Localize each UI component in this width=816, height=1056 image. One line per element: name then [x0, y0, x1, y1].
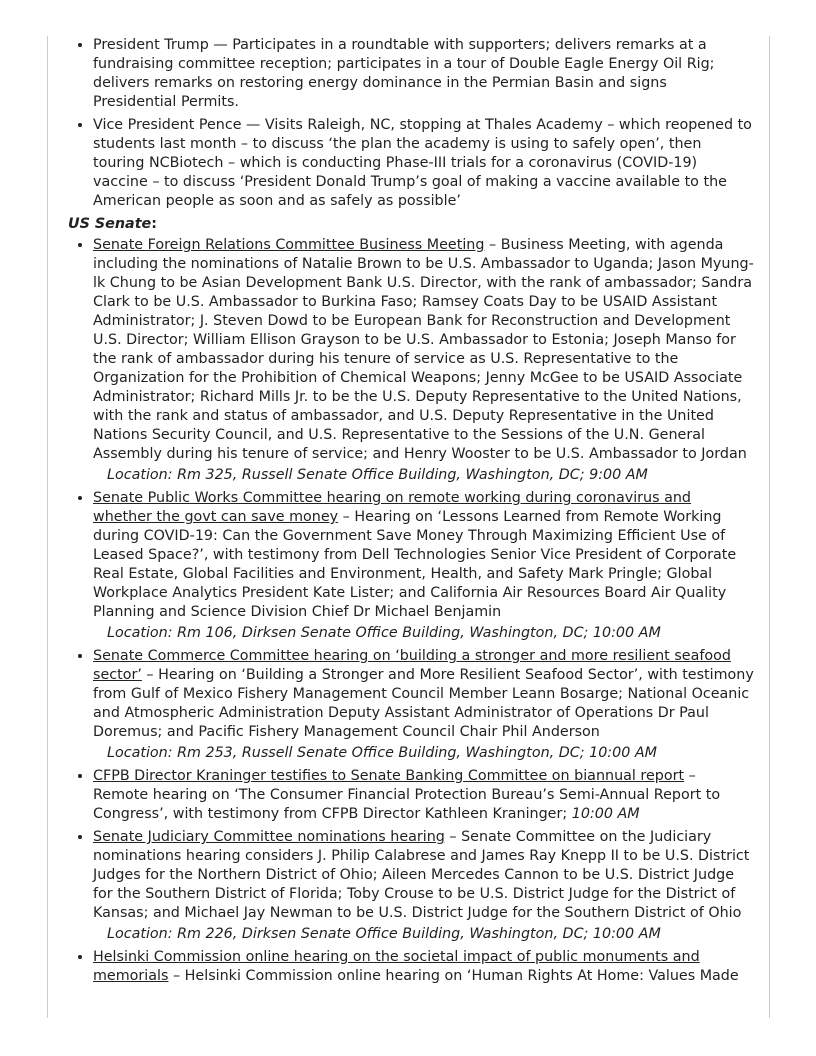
list-item	[93, 236, 754, 485]
event-location: Location: Rm 253, Russell Senate Office Building, Washington, DC; 10:00 AM	[107, 745, 657, 761]
event-link[interactable]: Helsinki Commission online hearing on the societal impact of public monuments and memorials	[93, 949, 700, 984]
document-content	[68, 36, 754, 990]
item-text: President Trump — Participates in a roundtable with supporters; delivers remarks at a fundraising committee reception; participates in a tour of Double Eagle Energy Oil Rig; delivers remarks on restoring energy dominance in the Permian Basin and signs Presidential Permits.	[93, 37, 715, 110]
senate-list	[68, 236, 754, 986]
list-item	[93, 36, 754, 112]
list-item	[93, 767, 754, 824]
heading-text: US Senate	[68, 216, 152, 232]
event-link[interactable]: Senate Public Works Committee hearing on remote working during coronavirus and whether the govt can save money	[93, 490, 691, 525]
item-text: – Senate Committee on the Judiciary nominations hearing considers J. Philip Calabrese and James Ray Knepp II to be U.S. District Judges for the Northern District of Ohio; Aileen Mercedes Cannon to be U.S. District Judge for the Southern District of Florida; Toby Crouse to be U.S. District Judge for the District of Kansas; and Michael Jay Newman to be U.S. District Judge for the Southern District of Ohio	[93, 829, 750, 921]
item-text: – Remote hearing on ‘The Consumer Financial Protection Bureau’s Semi-Annual Report to Congress’, with testimony from CFPB Director Kathleen Kraninger;	[93, 768, 721, 822]
event-link[interactable]: Senate Commerce Committee hearing on ‘building a stronger and more resilient seafood sector’	[93, 648, 731, 683]
list-item	[93, 116, 754, 211]
item-text: Vice President Pence — Visits Raleigh, NC, stopping at Thales Academy – which reopened to students last month – to discuss ‘the plan the academy is using to safely open’, then touring NCBiotech – which is conducting Phase-III trials for a coronavirus (COVID-19) vaccine – to discuss ‘President Donald Trump’s goal of making a vaccine available to the American people as soon and as safely as possible’	[93, 117, 752, 209]
list-item	[93, 828, 754, 944]
list-item	[93, 647, 754, 763]
white-house-list	[68, 36, 754, 211]
event-link[interactable]: CFPB Director Kraninger testifies to Senate Banking Committee on biannual report	[93, 768, 685, 784]
item-text: – Helsinki Commission online hearing on ‘Human Rights At Home: Values Made	[168, 968, 739, 984]
event-location: Location: Rm 226, Dirksen Senate Office Building, Washington, DC; 10:00 AM	[107, 926, 661, 942]
event-time: 10:00 AM	[571, 806, 640, 822]
item-text: – Business Meeting, with agenda including the nominations of Natalie Brown to be U.S. Ambassador to Uganda; Jason Myung-lk Chung to be Asian Development Bank U.S. Director, with the rank of ambassador; Sandra Clark to be U.S. Ambassador to Burkina Faso; Ramsey Coats Day to be USAID Assistant Administrator; J. Steven Dowd to be European Bank for Reconstruction and Development U.S. Director; William Ellison Grayson to be U.S. Ambassador to Estonia; Joseph Manso for the rank of ambassador during his tenure of service as U.S. Representative to the Organization for the Prohibition of Chemical Weapons; Jenny McGee to be USAID Associate Administrator; Richard Mills Jr. to be the U.S. Deputy Representative to the United Nations, with the rank and status of ambassador, and U.S. Deputy Representative in the United Nations Security Council, and U.S. Representative to the Sessions of the U.N. General Assembly during his tenure of service; and Henry Wooster to be U.S. Ambassador to Jordan	[93, 237, 754, 462]
list-item	[93, 489, 754, 643]
section-heading-senate	[68, 215, 754, 234]
event-location: Location: Rm 325, Russell Senate Office Building, Washington, DC; 9:00 AM	[107, 467, 648, 483]
item-text: – Hearing on ‘Building a Stronger and More Resilient Seafood Sector’, with testimony from Gulf of Mexico Fishery Management Council Member Leann Bosarge; National Oceanic and Atmospheric Administration Deputy Assistant Administrator of Operations Dr Paul Doremus; and Pacific Fishery Management Council Chair Phil Anderson	[93, 667, 754, 740]
heading-colon: :	[151, 216, 157, 232]
list-item	[93, 948, 754, 986]
event-location: Location: Rm 106, Dirksen Senate Office Building, Washington, DC; 10:00 AM	[107, 625, 661, 641]
event-link[interactable]: Senate Foreign Relations Committee Business Meeting	[93, 237, 485, 253]
item-text: – Hearing on ‘Lessons Learned from Remote Working during COVID-19: Can the Government Save Money Through Maximizing Efficient Use of Leased Space?’, with testimony from Dell Technologies Senior Vice President of Corporate Real Estate, Global Facilities and Environment, Health, and Safety Mark Pringle; Global Workplace Analytics President Kate Lister; and California Air Resources Board Air Quality Planning and Science Division Chief Dr Michael Benjamin	[93, 509, 737, 620]
event-link[interactable]: Senate Judiciary Committee nominations hearing	[93, 829, 445, 845]
